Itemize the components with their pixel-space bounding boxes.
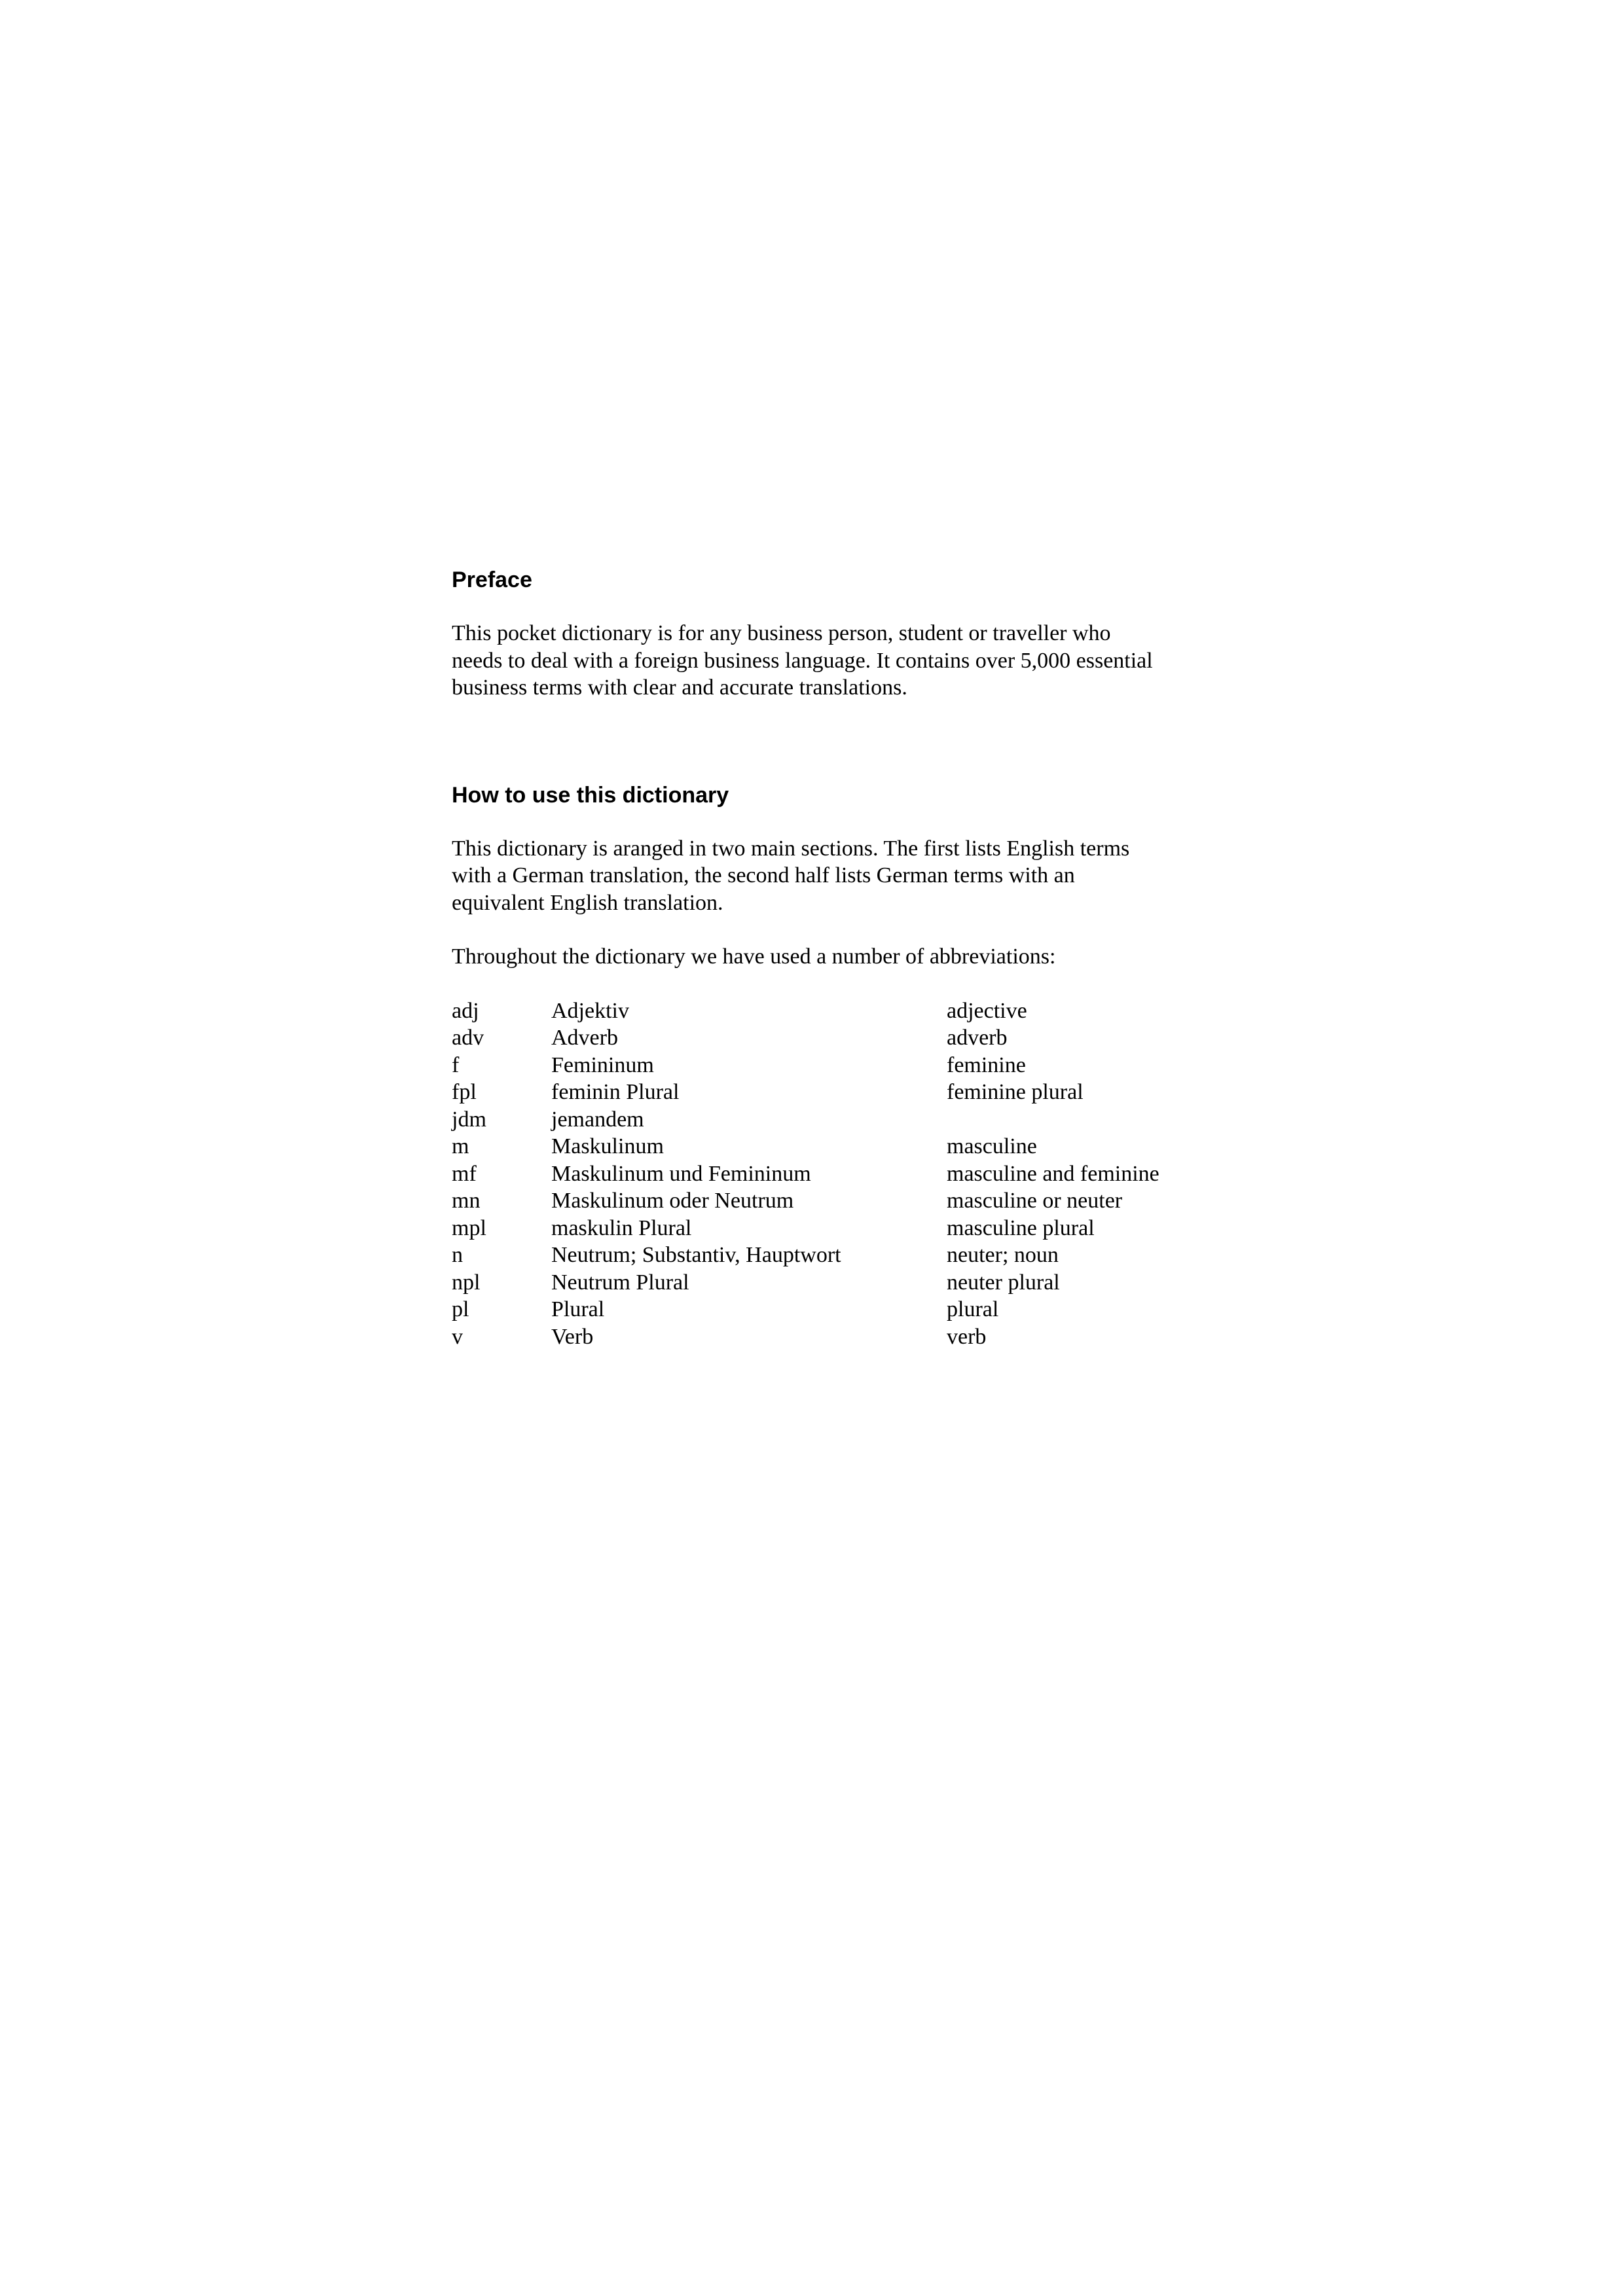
- how-to-use-heading: How to use this dictionary: [452, 782, 729, 808]
- abbreviation-english: adjective: [947, 998, 1027, 1023]
- abbreviations-intro: Throughout the dictionary we have used a number of abbreviations:: [452, 944, 1056, 969]
- abbreviation-row: [452, 1079, 1209, 1106]
- abbreviation-german: maskulin Plural: [551, 1215, 692, 1240]
- abbreviation-german: Verb: [551, 1324, 594, 1349]
- abbreviation-term: f: [452, 1052, 460, 1077]
- abbreviation-row: [452, 1052, 1209, 1079]
- abbreviation-row: [452, 1187, 1209, 1215]
- abbreviation-english: feminine: [947, 1052, 1026, 1077]
- abbreviation-english: verb: [947, 1324, 987, 1349]
- abbreviation-term: fpl: [452, 1080, 477, 1104]
- abbreviation-row: [452, 997, 1209, 1025]
- abbreviation-english: neuter; noun: [947, 1243, 1059, 1267]
- abbreviation-row: [452, 1296, 1209, 1323]
- abbreviations-table: [452, 997, 1209, 1351]
- abbreviation-row: [452, 1242, 1209, 1269]
- abbreviation-term: v: [452, 1324, 463, 1349]
- abbreviation-term: jdm: [452, 1107, 486, 1132]
- page-content: [452, 567, 1211, 1350]
- abbreviation-row: [452, 1160, 1209, 1188]
- abbreviation-german: Maskulinum oder Neutrum: [551, 1189, 794, 1213]
- abbreviation-english: [947, 1106, 1209, 1134]
- abbreviation-german: Neutrum; Substantiv, Hauptwort: [551, 1243, 841, 1267]
- abbreviation-row: [452, 1323, 1209, 1351]
- abbreviation-row: [452, 1215, 1209, 1242]
- abbreviation-german: Maskulinum und Femininum: [551, 1161, 811, 1186]
- abbreviation-term: npl: [452, 1270, 481, 1295]
- abbreviation-row: [452, 1106, 1209, 1134]
- abbreviation-german: Adverb: [551, 1026, 618, 1050]
- abbreviation-row: [452, 1024, 1209, 1052]
- abbreviation-row: [452, 1133, 1209, 1160]
- preface-heading: Preface: [452, 567, 532, 592]
- abbreviation-english: plural: [947, 1297, 999, 1321]
- abbreviation-german: Neutrum Plural: [551, 1270, 689, 1295]
- abbreviation-term: pl: [452, 1297, 469, 1321]
- abbreviation-english: feminine plural: [947, 1080, 1084, 1104]
- abbreviation-term: mpl: [452, 1215, 486, 1240]
- abbreviation-german: Maskulinum: [551, 1134, 664, 1158]
- abbreviation-term: mf: [452, 1161, 477, 1186]
- abbreviation-term: adv: [452, 1026, 484, 1050]
- abbreviation-term: n: [452, 1243, 463, 1267]
- abbreviation-english: masculine plural: [947, 1215, 1095, 1240]
- abbreviation-term: m: [452, 1134, 469, 1158]
- abbreviation-german: jemandem: [551, 1107, 644, 1132]
- abbreviation-term: mn: [452, 1189, 481, 1213]
- preface-paragraph: This pocket dictionary is for any business person, student or traveller who needs to deal with a foreign business language. It contains over 5,000 essential business terms with clear and accurate translations.: [452, 621, 1153, 700]
- abbreviation-english: adverb: [947, 1026, 1008, 1050]
- abbreviation-german: Femininum: [551, 1052, 654, 1077]
- abbreviation-german: Plural: [551, 1297, 605, 1321]
- abbreviation-english: masculine: [947, 1134, 1037, 1158]
- abbreviation-row: [452, 1269, 1209, 1297]
- abbreviation-english: masculine and feminine: [947, 1161, 1159, 1186]
- how-to-use-paragraph: This dictionary is aranged in two main sections. The first lists English terms with a German translation, the second half lists German terms with an equivalent English translation.: [452, 836, 1130, 915]
- abbreviation-term: adj: [452, 998, 479, 1023]
- abbreviation-english: masculine or neuter: [947, 1189, 1123, 1213]
- abbreviation-german: feminin Plural: [551, 1080, 680, 1104]
- abbreviation-german: Adjektiv: [551, 998, 629, 1023]
- abbreviation-english: neuter plural: [947, 1270, 1060, 1295]
